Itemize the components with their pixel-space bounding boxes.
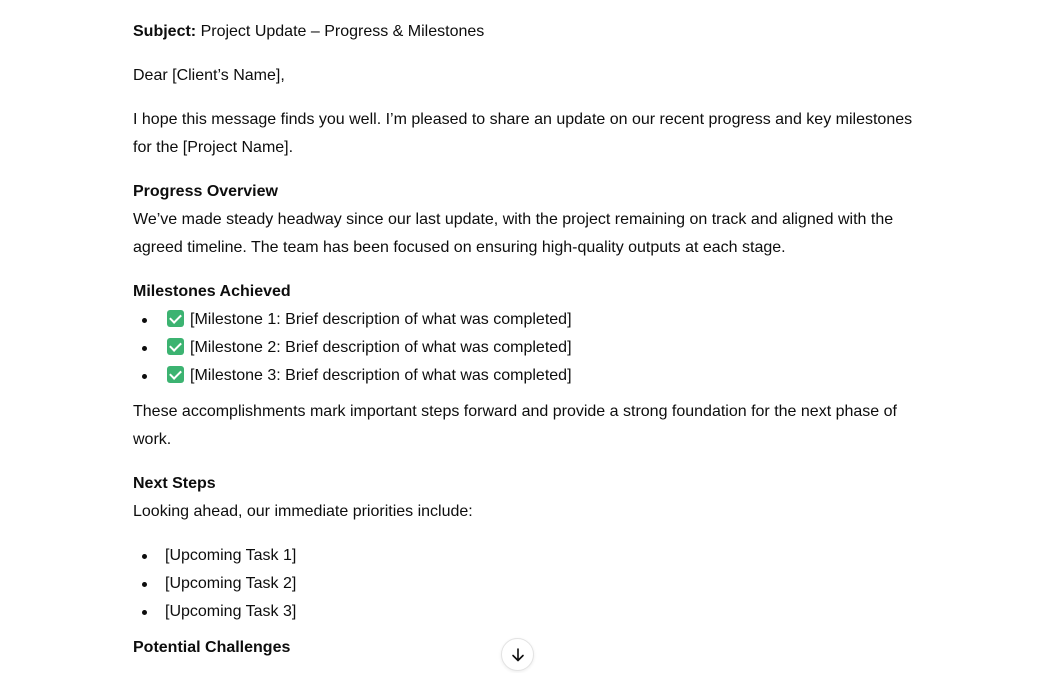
- scroll-to-bottom-button[interactable]: [501, 638, 534, 671]
- check-mark-button-icon: [167, 366, 184, 383]
- list-item: [133, 334, 913, 362]
- progress-section: [133, 178, 913, 262]
- list-item: [133, 306, 913, 334]
- next-steps-heading: Next Steps: [133, 475, 216, 492]
- next-steps-list: [133, 542, 913, 626]
- milestones-list: [133, 306, 913, 390]
- subject-line: [133, 18, 913, 46]
- intro-paragraph: I hope this message finds you well. I’m pleased to share an update on our recent progress and key milestones for the [Project Name].: [133, 111, 913, 156]
- greeting: Dear [Client’s Name],: [133, 67, 285, 84]
- milestone-text: [Milestone 3: Brief description of what was completed]: [190, 367, 572, 384]
- list-item: [Upcoming Task 1]: [133, 542, 913, 570]
- progress-heading: Progress Overview: [133, 183, 278, 200]
- email-draft: [133, 18, 913, 662]
- milestones-summary: These accomplishments mark important steps forward and provide a strong foundation for the next phase of work.: [133, 403, 897, 448]
- next-steps-intro: Looking ahead, our immediate priorities include:: [133, 503, 473, 520]
- challenges-heading: Potential Challenges: [133, 639, 291, 656]
- progress-body: We’ve made steady headway since our last update, with the project remaining on track and aligned with the agreed timeline. The team has been focused on ensuring high-quality outputs at each stage.: [133, 211, 894, 256]
- milestones-heading: Milestones Achieved: [133, 283, 291, 300]
- arrow-down-icon: [510, 647, 526, 663]
- check-mark-button-icon: [167, 310, 184, 327]
- list-item: [Upcoming Task 2]: [133, 570, 913, 598]
- check-mark-button-icon: [167, 338, 184, 355]
- list-item: [Upcoming Task 3]: [133, 598, 913, 626]
- next-steps-section: [133, 470, 913, 526]
- milestone-text: [Milestone 2: Brief description of what was completed]: [190, 339, 572, 356]
- milestone-text: [Milestone 1: Brief description of what was completed]: [190, 311, 572, 328]
- list-item: [133, 362, 913, 390]
- subject-label: Subject:: [133, 23, 197, 40]
- subject-text: Project Update – Progress & Milestones: [200, 23, 485, 40]
